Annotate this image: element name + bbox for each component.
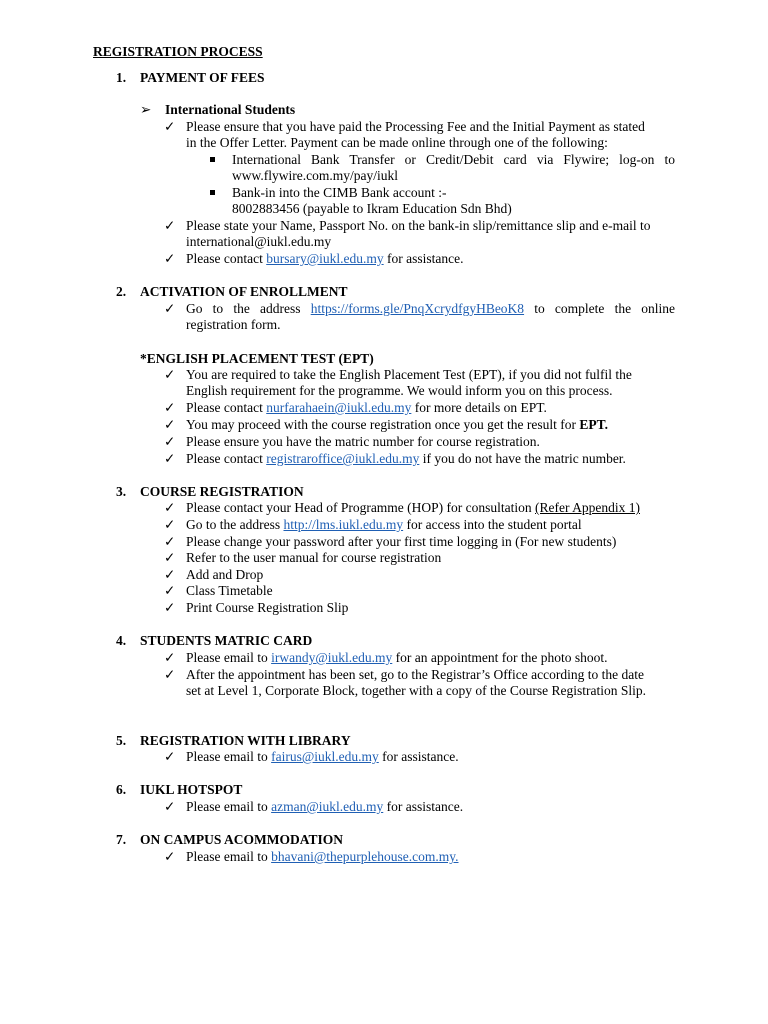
registrar-visit-line-1: After the appointment has been set, go to the Registrar’s Office according to the date [186, 667, 644, 682]
check-icon: ✓ [164, 600, 176, 615]
hotspot-contact-line: Please email to azman@iukl.edu.my for assistance. [186, 799, 464, 814]
cimb-option-line-2: 8002883456 (payable to Ikram Education Sdn Bhd) [232, 201, 512, 216]
international-students-subheading: International Students [165, 102, 296, 117]
ept-heading: *ENGLISH PLACEMENT TEST (EPT) [140, 351, 374, 366]
check-icon: ✓ [164, 434, 176, 449]
bank-slip-instruction-line-2: international@iukl.edu.my [186, 234, 332, 249]
portal-address-line: Go to the address http://lms.iukl.edu.my for access into the student portal [186, 517, 582, 532]
section-4-heading: STUDENTS MATRIC CARD [140, 633, 313, 648]
class-timetable-line: Class Timetable [186, 583, 273, 598]
section-4-number: 4. [116, 633, 127, 648]
user-manual-line: Refer to the user manual for course registration [186, 550, 442, 565]
section-1-number: 1. [116, 70, 127, 85]
check-icon: ✓ [164, 400, 176, 415]
check-icon: ✓ [164, 534, 176, 549]
check-icon: ✓ [164, 650, 176, 665]
square-bullet-icon [210, 190, 215, 195]
section-2-heading: ACTIVATION OF ENROLLMENT [140, 284, 348, 299]
enrollment-form-line-1: Go to the address https://forms.gle/PnqXcrydfgyHBeoK8 to complete the online [186, 301, 675, 316]
section-3-heading: COURSE REGISTRATION [140, 484, 304, 499]
section-6-number: 6. [116, 782, 127, 797]
change-password-line: Please change your password after your first time logging in (For new students) [186, 534, 617, 549]
check-icon: ✓ [164, 500, 176, 515]
check-icon: ✓ [164, 667, 176, 682]
bhavani-email-link[interactable]: bhavani@thepurplehouse.com.my. [271, 849, 459, 864]
flywire-option-line-2: www.flywire.com.my/pay/iukl [232, 168, 398, 183]
accommodation-contact-line: Please email to bhavani@thepurplehouse.com.my. [186, 849, 459, 864]
ept-requirement-line-1: You are required to take the English Placement Test (EPT), if you did not fulfil the [186, 367, 632, 382]
check-icon: ✓ [164, 367, 176, 382]
check-icon: ✓ [164, 517, 176, 532]
library-contact-line: Please email to fairus@iukl.edu.my for assistance. [186, 749, 459, 764]
photo-appointment-line: Please email to irwandy@iukl.edu.my for an appointment for the photo shoot. [186, 650, 608, 665]
check-icon: ✓ [164, 583, 176, 598]
section-1-heading: PAYMENT OF FEES [140, 70, 265, 85]
check-icon: ✓ [164, 550, 176, 565]
section-5-heading: REGISTRATION WITH LIBRARY [140, 733, 351, 748]
payment-instruction-line-1: Please ensure that you have paid the Processing Fee and the Initial Payment as stated [186, 119, 645, 134]
ept-requirement-line-2: English requirement for the programme. We would inform you on this process. [186, 383, 613, 398]
print-slip-line: Print Course Registration Slip [186, 600, 349, 615]
bursary-email-link[interactable]: bursary@iukl.edu.my [266, 251, 384, 266]
flywire-option-line-1: International Bank Transfer or Credit/Debit card via Flywire; log-on to [232, 152, 675, 167]
ept-email-link[interactable]: nurfarahaein@iukl.edu.my [266, 400, 412, 415]
bank-slip-instruction-line-1: Please state your Name, Passport No. on the bank-in slip/remittance slip and e-mail to [186, 218, 651, 233]
registrar-email-link[interactable]: registraroffice@iukl.edu.my [266, 451, 420, 466]
check-icon: ✓ [164, 301, 176, 316]
add-drop-line: Add and Drop [186, 567, 264, 582]
registrar-contact-line: Please contact registraroffice@iukl.edu.my if you do not have the matric number. [186, 451, 626, 466]
lms-portal-link[interactable]: http://lms.iukl.edu.my [283, 517, 404, 532]
check-icon: ✓ [164, 451, 176, 466]
section-6-heading: IUKL HOTSPOT [140, 782, 243, 797]
matric-number-line: Please ensure you have the matric number for course registration. [186, 434, 540, 449]
check-icon: ✓ [164, 799, 176, 814]
cimb-option-line-1: Bank-in into the CIMB Bank account :- [232, 185, 447, 200]
payment-instruction-line-2: in the Offer Letter. Payment can be made online through one of the following: [186, 135, 608, 150]
check-icon: ✓ [164, 251, 176, 266]
azman-email-link[interactable]: azman@iukl.edu.my [271, 799, 384, 814]
section-7-number: 7. [116, 832, 127, 847]
ept-contact-line: Please contact nurfarahaein@iukl.edu.my for more details on EPT. [186, 400, 547, 415]
section-2-number: 2. [116, 284, 127, 299]
check-icon: ✓ [164, 119, 176, 134]
square-bullet-icon [210, 157, 215, 162]
check-icon: ✓ [164, 749, 176, 764]
enrollment-form-link[interactable]: https://forms.gle/PnqXcrydfgyHBeoK8 [310, 301, 525, 316]
check-icon: ✓ [164, 417, 176, 432]
arrow-bullet-icon: ➢ [140, 102, 152, 117]
registrar-visit-line-2: set at Level 1, Corporate Block, together with a copy of the Course Registration Slip. [186, 683, 647, 698]
fairus-email-link[interactable]: fairus@iukl.edu.my [271, 749, 379, 764]
check-icon: ✓ [164, 218, 176, 233]
ept-result-line: You may proceed with the course registration once you get the result for EPT. [186, 417, 609, 432]
section-3-number: 3. [116, 484, 127, 499]
section-5-number: 5. [116, 733, 127, 748]
enrollment-form-line-2: registration form. [186, 317, 281, 332]
document-title: REGISTRATION PROCESS [93, 44, 263, 59]
section-7-heading: ON CAMPUS ACOMMODATION [140, 832, 343, 847]
check-icon: ✓ [164, 849, 176, 864]
hop-consultation-line: Please contact your Head of Programme (HOP) for consultation (Refer Appendix 1) [186, 500, 640, 515]
irwandy-email-link[interactable]: irwandy@iukl.edu.my [271, 650, 393, 665]
bursary-contact-line: Please contact bursary@iukl.edu.my for assistance. [186, 251, 464, 266]
check-icon: ✓ [164, 567, 176, 582]
